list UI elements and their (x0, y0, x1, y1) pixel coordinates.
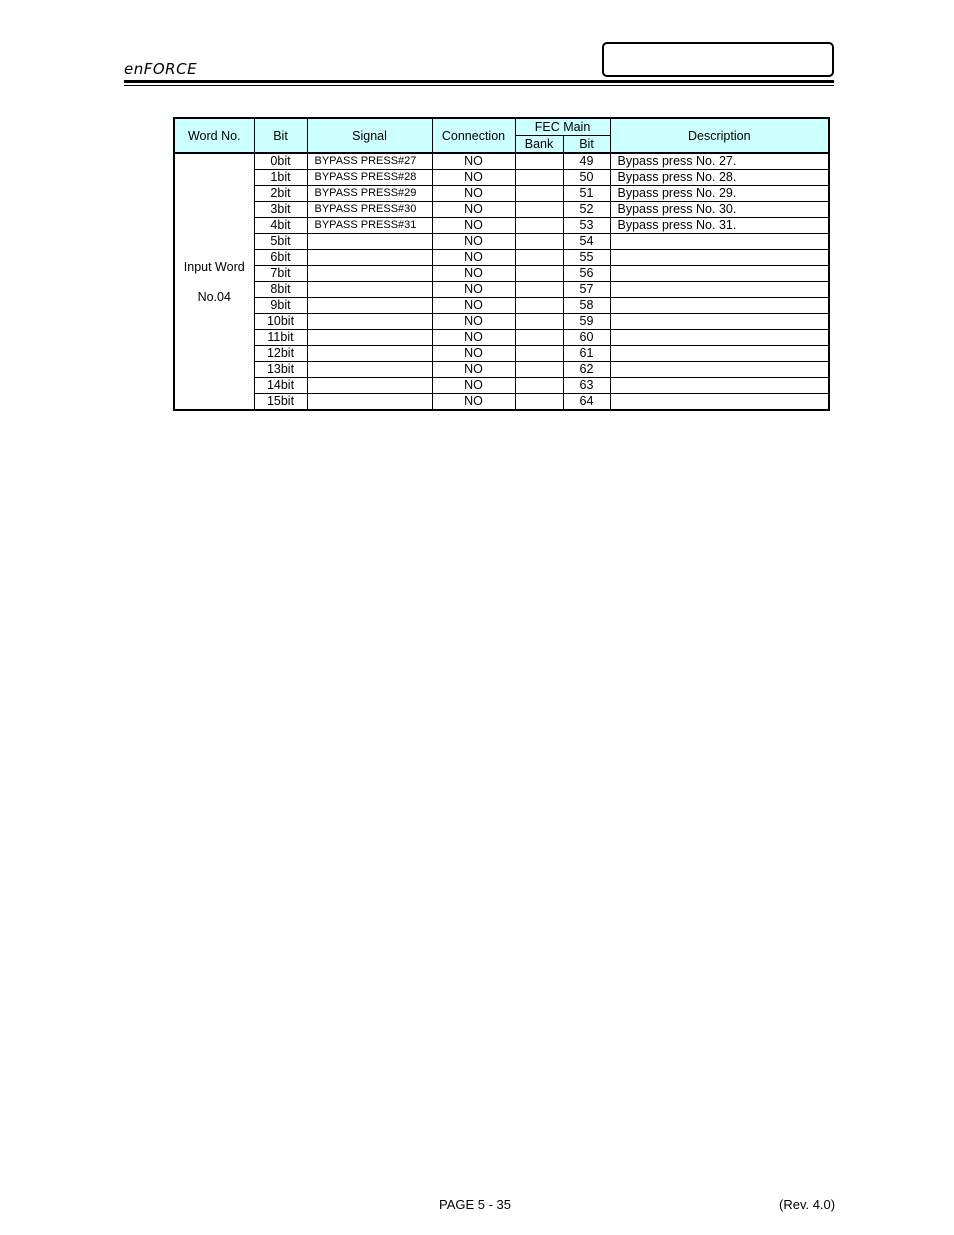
fec-bit-cell: 57 (563, 282, 610, 298)
bank-cell (515, 394, 563, 411)
connection-cell: NO (432, 218, 515, 234)
bank-cell (515, 234, 563, 250)
table-row (174, 218, 829, 234)
signal-cell (307, 250, 432, 266)
bank-cell (515, 218, 563, 234)
description-cell (610, 234, 829, 250)
fec-bit-cell: 50 (563, 170, 610, 186)
fec-bit-cell: 59 (563, 314, 610, 330)
bank-cell (515, 362, 563, 378)
header-bank: Bank (515, 136, 563, 154)
bank-cell (515, 202, 563, 218)
description-cell (610, 314, 829, 330)
signal-cell (307, 330, 432, 346)
fec-bit-cell: 60 (563, 330, 610, 346)
table-row (174, 362, 829, 378)
fec-bit-cell: 62 (563, 362, 610, 378)
fec-bit-cell: 55 (563, 250, 610, 266)
word-label-line2: No.04 (197, 289, 231, 304)
connection-cell: NO (432, 170, 515, 186)
bank-cell (515, 378, 563, 394)
fec-bit-cell: 58 (563, 298, 610, 314)
fec-bit-cell: 61 (563, 346, 610, 362)
description-cell (610, 362, 829, 378)
header-fec-main: FEC Main (515, 118, 610, 136)
description-cell (610, 298, 829, 314)
bank-cell (515, 330, 563, 346)
fec-bit-cell: 64 (563, 394, 610, 411)
connection-cell: NO (432, 362, 515, 378)
fec-bit-cell: 52 (563, 202, 610, 218)
header-word-no: Word No. (174, 118, 254, 153)
description-cell (610, 250, 829, 266)
bit-cell: 14bit (254, 378, 307, 394)
table-row (174, 186, 829, 202)
table-row (174, 394, 829, 411)
bit-cell: 11bit (254, 330, 307, 346)
header-fec-bit: Bit (563, 136, 610, 154)
signal-cell: BYPASS PRESS#31 (307, 218, 432, 234)
table-row (174, 314, 829, 330)
bank-cell (515, 314, 563, 330)
connection-cell: NO (432, 298, 515, 314)
connection-cell: NO (432, 346, 515, 362)
bit-cell: 15bit (254, 394, 307, 411)
description-cell: Bypass press No. 29. (610, 186, 829, 202)
connection-cell: NO (432, 266, 515, 282)
table-row (174, 266, 829, 282)
bit-cell: 3bit (254, 202, 307, 218)
description-cell: Bypass press No. 28. (610, 170, 829, 186)
table-row (174, 298, 829, 314)
enforce-logo: enFORCE (124, 60, 198, 78)
bit-cell: 9bit (254, 298, 307, 314)
fec-bit-cell: 63 (563, 378, 610, 394)
bank-cell (515, 186, 563, 202)
bit-cell: 10bit (254, 314, 307, 330)
signal-cell (307, 394, 432, 411)
table-row (174, 153, 829, 170)
description-cell (610, 266, 829, 282)
table-row (174, 202, 829, 218)
bit-cell: 1bit (254, 170, 307, 186)
table-row (174, 330, 829, 346)
connection-cell: NO (432, 186, 515, 202)
bit-cell: 4bit (254, 218, 307, 234)
connection-cell: NO (432, 282, 515, 298)
connection-cell: NO (432, 153, 515, 170)
connection-cell: NO (432, 234, 515, 250)
header-description: Description (610, 118, 829, 153)
description-cell (610, 330, 829, 346)
description-cell (610, 394, 829, 411)
bank-cell (515, 266, 563, 282)
fec-bit-cell: 53 (563, 218, 610, 234)
signal-cell (307, 378, 432, 394)
table-row (174, 250, 829, 266)
bank-cell (515, 346, 563, 362)
bank-cell (515, 250, 563, 266)
table-row (174, 346, 829, 362)
bit-cell: 13bit (254, 362, 307, 378)
fec-bit-cell: 51 (563, 186, 610, 202)
header-signal: Signal (307, 118, 432, 153)
bit-cell: 7bit (254, 266, 307, 282)
bit-cell: 5bit (254, 234, 307, 250)
description-cell: Bypass press No. 31. (610, 218, 829, 234)
bit-cell: 6bit (254, 250, 307, 266)
signal-cell (307, 314, 432, 330)
connection-cell: NO (432, 314, 515, 330)
table-row (174, 170, 829, 186)
fec-bit-cell: 56 (563, 266, 610, 282)
signal-cell: BYPASS PRESS#29 (307, 186, 432, 202)
table-row (174, 282, 829, 298)
table-body (174, 153, 829, 410)
header-bit: Bit (254, 118, 307, 153)
signal-cell: BYPASS PRESS#30 (307, 202, 432, 218)
connection-cell: NO (432, 330, 515, 346)
header-rule-thin (124, 85, 834, 86)
description-cell (610, 282, 829, 298)
signal-cell (307, 234, 432, 250)
table-row (174, 378, 829, 394)
bit-cell: 2bit (254, 186, 307, 202)
signal-cell (307, 362, 432, 378)
header-connection: Connection (432, 118, 515, 153)
bit-cell: 0bit (254, 153, 307, 170)
bank-cell (515, 153, 563, 170)
signal-cell (307, 346, 432, 362)
connection-cell: NO (432, 202, 515, 218)
bank-cell (515, 170, 563, 186)
bank-cell (515, 282, 563, 298)
description-cell: Bypass press No. 30. (610, 202, 829, 218)
header-rule-thick (124, 80, 834, 83)
description-cell (610, 378, 829, 394)
signal-cell (307, 266, 432, 282)
connection-cell: NO (432, 378, 515, 394)
header-title-box (602, 42, 834, 77)
signal-cell: BYPASS PRESS#28 (307, 170, 432, 186)
description-cell (610, 346, 829, 362)
fec-bit-cell: 54 (563, 234, 610, 250)
description-cell: Bypass press No. 27. (610, 153, 829, 170)
word-label-line1: Input Word (183, 259, 245, 274)
signal-cell (307, 282, 432, 298)
bit-cell: 12bit (254, 346, 307, 362)
fec-bit-cell: 49 (563, 153, 610, 170)
page-number: PAGE 5 - 35 (439, 1197, 512, 1212)
input-word-table (173, 117, 830, 411)
revision-label: (Rev. 4.0) (779, 1197, 836, 1212)
connection-cell: NO (432, 394, 515, 411)
bank-cell (515, 298, 563, 314)
table-row (174, 234, 829, 250)
signal-cell: BYPASS PRESS#27 (307, 153, 432, 170)
word-no-cell (174, 153, 254, 410)
bit-cell: 8bit (254, 282, 307, 298)
signal-cell (307, 298, 432, 314)
connection-cell: NO (432, 250, 515, 266)
